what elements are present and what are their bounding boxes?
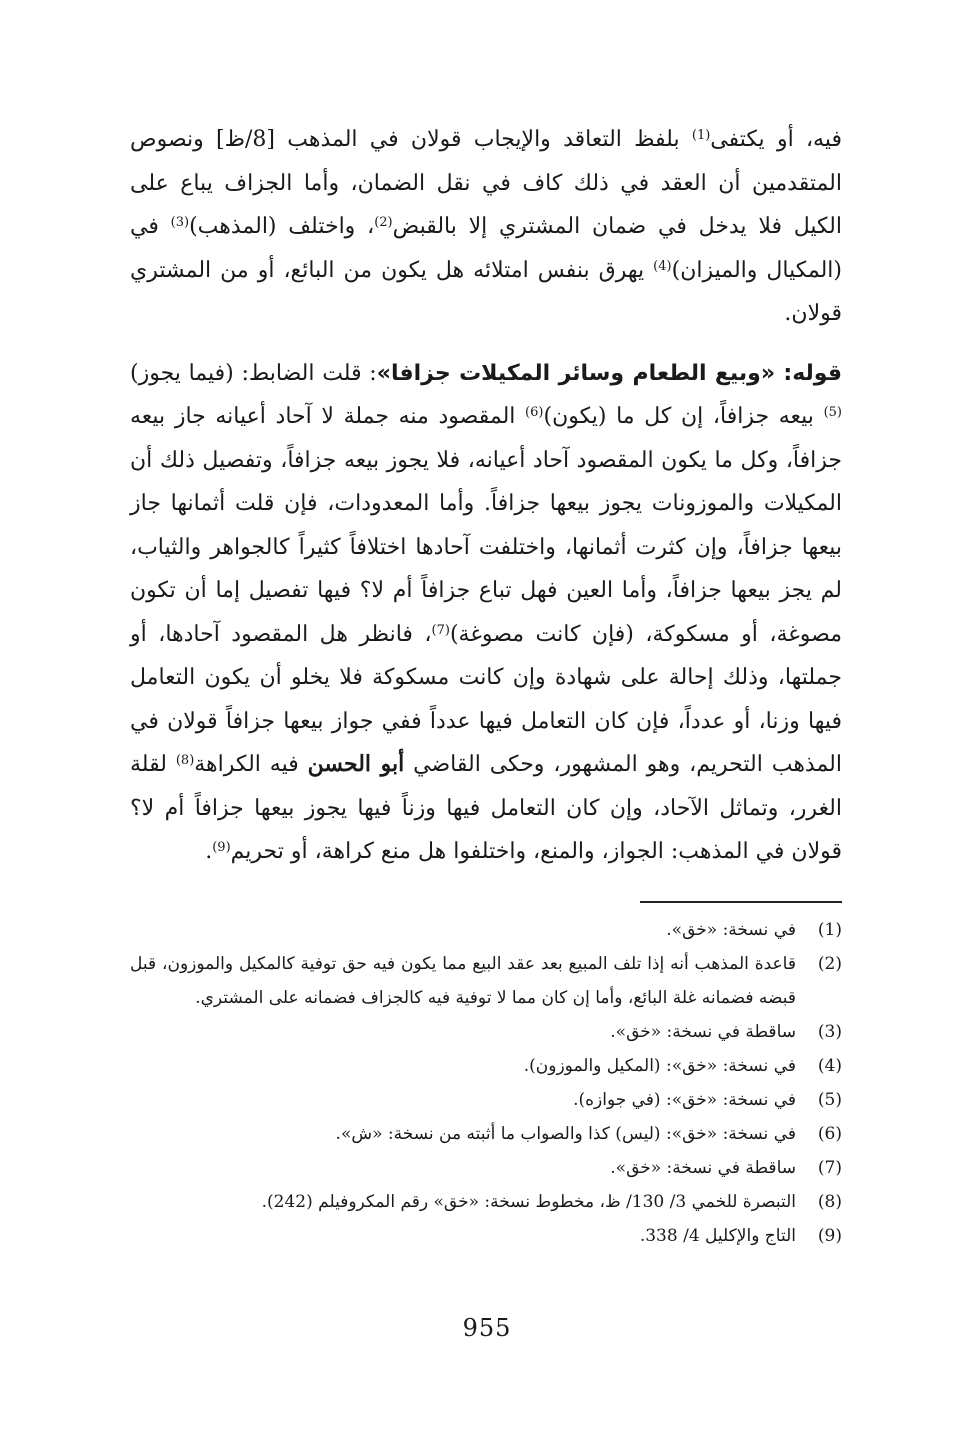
footnote-number: (5) — [817, 1090, 842, 1110]
footnote-number: (8) — [817, 1192, 842, 1212]
footnote-text: في نسخة: «خق». — [666, 920, 796, 940]
footnote-ref-4: (4) — [653, 258, 672, 274]
scholar-name: أبو الحسن — [307, 751, 405, 777]
text-segment: فيه، أو يكتفى — [710, 127, 842, 152]
footnote-number: (4) — [817, 1056, 842, 1076]
page-number: 955 — [462, 1314, 512, 1342]
footnote — [130, 1049, 842, 1083]
footnote-text: التاج والإكليل 4/ 338. — [639, 1226, 796, 1246]
text-segment: : قلت الضابط: (فيما يجوز) — [130, 360, 377, 386]
text-segment: ، واختلف (المذهب) — [189, 214, 375, 239]
text-segment: بلفظ التعاقد والإيجاب قولان في المذهب [8/ظ] ونصوص المتقدمين أن العقد في ذلك كاف في نقل الضمان، وأما الجزاف يباع على الكيل فلا يدخل في ضمان المشتري إلا بالقبض — [130, 127, 842, 239]
footnote-number: (9) — [817, 1226, 842, 1246]
footnote-text: التبصرة للخمي 3/ 130/ ظ، مخطوط نسخة: «خق» رقم المكروفيلم (242). — [261, 1192, 796, 1212]
footnote-ref-5: (5) — [823, 405, 842, 420]
footnote-text: في نسخة: «خق»: (ليس) كذا والصواب ما أثبته من نسخة: «ش». — [335, 1124, 796, 1144]
footnote — [130, 1083, 842, 1117]
text-segment: المقصود منه جملة لا آحاد أعيانه جاز بيعه جزافاً، وكل ما يكون المقصود آحاد أعيانه، فلا يجوز بيعه جزافاً، وتفصيل ذلك أن المكيلات والموزونات يجوز بيعها جزافاً. وأما المعدودات، فإن قلت أثمانها جاز بيعها جزافاً، وإن كثرت أثمانها، واختلفت آحادها اختلافاً كثيراً كالجواهر والثياب، لم يجز بيعها جزافاً، وأما العين فهل تباع جزافاً أم لا؟ فيها تفصيل إما أن تكون مصوغة، أو مسكوكة، (فإن كانت مصوغة) — [130, 404, 842, 647]
footnote-text: في نسخة: «خق»: (المكيل والموزون). — [523, 1056, 796, 1076]
footnote — [130, 1185, 842, 1219]
footnote-number: (1) — [817, 920, 842, 940]
text-segment: بيعه جزافاً، إن كل ما (يكون) — [543, 404, 824, 429]
text-segment: ، فانظر هل المقصود آحادها، أو جملتها، وذلك إحالة على شهادة وإن كانت مسكوكة فلا يخلو أن يكون التعامل فيها وزنا، أو عدداً، فإن كان التعامل فيها عدداً ففي جواز بيعها جزافاً قولان في المذهب التحريم، وهو المشهور، وحكى القاضي — [130, 621, 842, 777]
main-text — [130, 118, 842, 874]
paragraph-1 — [130, 118, 842, 336]
footnote-divider — [640, 901, 842, 903]
footnote-ref-1: (1) — [691, 128, 711, 143]
footnote-ref-7: (7) — [431, 622, 450, 638]
footnote-ref-6: (6) — [525, 405, 544, 420]
footnote — [130, 913, 842, 947]
footnote-number: (3) — [817, 1022, 842, 1042]
quoted-heading: قوله: «وبيع الطعام وسائر المكيلات جزافا» — [376, 360, 843, 386]
text-segment: في (المكيال والميزان) — [130, 214, 842, 283]
footnote — [130, 1117, 842, 1151]
footnote — [130, 1219, 842, 1253]
footnote-ref-2: (2) — [374, 215, 393, 230]
footnote-ref-9: (9) — [212, 840, 231, 855]
footnote-text: ساقطة في نسخة: «خق». — [610, 1022, 796, 1042]
footnotes — [130, 913, 842, 1253]
text-segment: . — [205, 839, 213, 864]
footnote-text: قاعدة المذهب أنه إذا تلف المبيع بعد عقد البيع مما يكون فيه حق توفية كالمكيل والموزون، قبل قبضه فضمانه غلة البائع، وأما إن كان مما لا توفية فيه كالجزاف فضمانه على المشتري. — [130, 954, 796, 1008]
footnote — [130, 1015, 842, 1049]
footnote-ref-3: (3) — [170, 215, 190, 230]
text-segment: يهرق بنفس امتلائه هل يكون من البائع، أو من المشتري قولان. — [130, 257, 842, 326]
footnote-text: ساقطة في نسخة: «خق». — [610, 1158, 796, 1178]
text-segment: فيه الكراهة — [194, 752, 308, 777]
footnote — [130, 1151, 842, 1185]
footnote — [130, 947, 842, 1015]
text-segment: لقلة الغرر، وتماثل الآحاد، وإن كان التعامل فيها وزناً فيها يجوز بيعها جزافاً أم لا؟ قولان في المذهب: الجواز، والمنع، واختلفوا هل منع كراهة، أو تحريم — [130, 752, 842, 864]
footnote-text: في نسخة: «خق»: (في جوازه). — [573, 1090, 796, 1110]
footnote-number: (2) — [817, 954, 842, 974]
paragraph-2 — [130, 352, 842, 874]
footnote-number: (7) — [817, 1158, 842, 1178]
footnote-number: (6) — [817, 1124, 842, 1144]
footnote-ref-8: (8) — [175, 753, 195, 768]
